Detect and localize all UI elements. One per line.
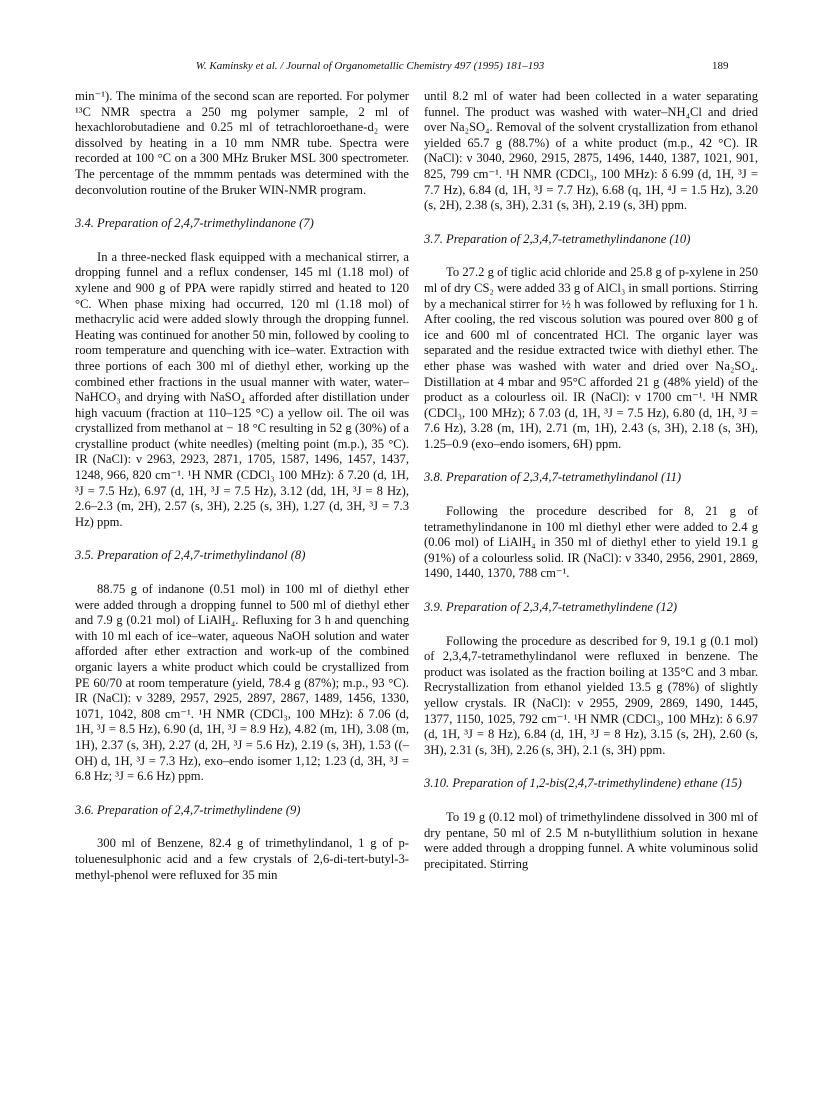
section-heading-3-6: 3.6. Preparation of 2,4,7-trimethylindene (9) [75,802,301,817]
paragraph-prep-9-cont: until 8.2 ml of water had been collected in a water separating funnel. The product was washed with water–NH₄Cl and dried over Na₂SO₄. Removal of the solvent crystallization from ethanol yielded 65.7 g (88.7%) of a white product (m.p., 42 °C). IR (NaCl): ν 3040, 2960, 2915, 2875, 1496, 1440, 1387, 1021, 901, 825, 799 cm⁻¹. ¹H NMR (CDCl₃, 100 MHz): δ 6.99 (d, 1H, ³J = 7.7 Hz), 6.84 (d, 1H, ³J = 7.7 Hz), 6.68 (q, 1H, ⁴J = 1.5 Hz), 3.20 (s, 2H), 2.38 (s, 3H), 2.31 (s, 3H), 2.19 (s, 3H) ppm. [424,89,758,213]
section-heading-3-4: 3.4. Preparation of 2,4,7-trimethylindanone (7) [75,216,314,231]
section-heading-3-10: 3.10. Preparation of 1,2-bis(2,4,7-trimethylindene) ethane (15) [424,776,742,791]
paragraph-prep-12: Following the procedure as described for 9, 19.1 g (0.1 mol) of 2,3,4,7-tetramethylindanol were refluxed in benzene. The product was isolated as the fraction boiling at 135°C and 3 mbar. Recrystallization from ethanol yielded 13.5 g (78%) of slightly yellow crystals. IR (NaCl): ν 2955, 2909, 2869, 1490, 1445, 1377, 1150, 1025, 792 cm⁻¹. ¹H NMR (CDCl₃, 100 MHz): δ 6.97 (d, 1H, ³J = 8 Hz), 6.84 (d, 1H, ³J = 8 Hz), 3.15 (s, 2H), 2.60 (s, 3H), 2.31 (s, 3H), 2.26 (s, 3H), 2.1 (s, 3H) ppm. [424,633,758,757]
running-head: W. Kaminsky et al. / Journal of Organometallic Chemistry 497 (1995) 181–193 [195,60,545,72]
paragraph-prep-11: Following the procedure described for 8, 21 g of tetramethylindanone in 100 ml diethyl ether were added to 2.4 g (0.06 mol) of LiAlH₄ in 350 ml of diethyl ether to yield 19.1 g (91%) of a colourless solid. IR (NaCl): ν 3340, 2956, 2901, 2869, 1490, 1440, 1370, 788 cm⁻¹. [424,504,758,581]
paragraph-nmr-method: min⁻¹). The minima of the second scan are reported. For polymer ¹³C NMR spectra a 250 mg polymer sample, 2 ml of hexachlorobutadiene and 0.25 ml of tetrachloroethane-d₂ were dissolved by heating in a 10 mm NMR tube. Spectra were recorded at 100 °C on a 300 MHz Bruker MSL 300 spectrometer. The percentage of the mmmm pentads was determined with the deconvolution routine of the Bruker WIN-NMR program. [75,89,409,197]
section-heading-3-7: 3.7. Preparation of 2,3,4,7-tetramethylindanone (10) [424,231,691,246]
paragraph-prep-9: 300 ml of Benzene, 82.4 g of trimethylindanol, 1 g of p-toluenesulphonic acid and a few crystals of 2,6-di-tert-butyl-3-methyl-phenol were refluxed for 35 min [75,836,409,882]
right-column [424,89,758,890]
page-number: 189 [712,60,729,72]
paragraph-prep-10: To 27.2 g of tiglic acid chloride and 25.8 g of p-xylene in 250 ml of dry CS₂ were added 33 g of AlCl₃ in small portions. Stirring by a mechanical stirrer for ½ h was followed by refluxing for 1 h. After cooling, the red viscous solution was poured over 800 g of ice and 600 ml of concentrated HCl. The organic layer was separated and the residue extracted twice with diethyl ether. The ether phase was washed with water and dried over Na₂SO₄. Distillation at 4 mbar and 95°C afforded 21 g (48% yield) of the product as a colourless oil. IR (NaCl): ν 1700 cm⁻¹. ¹H NMR (CDCl₃, 100 MHz); δ 7.03 (d, 1H, ³J = 7.5 Hz), 6.80 (d, 1H, ³J = 7.6 Hz), 3.28 (m, 1H), 2.71 (m, 1H), 2.43 (s, 3H), 2.18 (s, 3H), 1.25–0.9 (exo–endo isomers, 6H) ppm. [424,265,758,451]
paragraph-prep-15: To 19 g (0.12 mol) of trimethylindene dissolved in 300 ml of dry pentane, 50 ml of 2.5 M n-butyllithium solution in hexane were added through a dropping funnel. A white voluminous solid precipitated. Stirring [424,809,758,871]
paragraph-prep-7: In a three-necked flask equipped with a mechanical stirrer, a dropping funnel and a reflux condenser, 145 ml (1.18 mol) of xylene and 900 g of PPA were rapidly stirred and heated to 120 °C. When phase mixing had occurred, 120 ml (1.18 mol) of methacrylic acid were added slowly through the dropping funnel. Heating was continued for another 50 min, followed by cooling to room temperature and quenching with ice–water. Extraction with three portions of each 300 ml of diethyl ether, working up the combined ether fractions in the usual manner with water, water–NaHCO₃ and drying with NaSO₄ afforded after distillation under high vacuum (fraction at 110–125 °C) a yellow oil. The oil was crystallized from methanol at − 18 °C resulting in 52 g (30%) of a crystalline product (white needles) (melting point (m.p.), 35 °C). IR (NaCl): ν 2963, 2923, 2871, 1705, 1587, 1496, 1457, 1437, 1248, 966, 820 cm⁻¹. ¹H NMR (CDCl₃ 100 MHz): δ 7.20 (d, 1H, ³J = 7.5 Hz), 6.97 (d, 1H, ³J = 7.5 Hz), 3.12 (dd, 1H, ³J = 8 Hz), 2.6–2.3 (m, 2H), 2.57 (s, 3H), 2.25 (s, 3H), 1.27 (d, 3H, ³J = 7.3 Hz) ppm. [75,249,409,529]
section-heading-3-5: 3.5. Preparation of 2,4,7-trimethylindanol (8) [75,548,306,563]
paragraph-prep-8: 88.75 g of indanone (0.51 mol) in 100 ml of diethyl ether were added through a dropping funnel to 500 ml of diethyl ether and 7.9 g (0.21 mol) of LiAlH₄. Refluxing for 3 h and quenching with 10 ml each of ice–water, aqueous NaOH solution and water afforded after ether extraction and work-up of the combined organic layers a white product which could be crystallized from PE 60/70 at room temperature (yield, 78.4 g (87%); m.p., 93 °C). IR (NaCl): ν 3289, 2957, 2925, 2897, 2867, 1489, 1456, 1330, 1071, 1042, 808 cm⁻¹. ¹H NMR (CDCl₃, 100 MHz): δ 7.06 (d, 1H, ³J = 8.5 Hz), 6.90 (d, 1H, ³J = 8.9 Hz), 4.82 (m, 1H), 3.08 (m, 1H), 2.37 (s, 3H), 2.27 (d, 2H, ³J = 5.6 Hz), 2.19 (s, 3H), 1.53 ((–OH) d, 1H, ³J = 7.3 Hz), exo–endo isomer 1,12; 1.23 (d, 3H, ³J = 6.8 Hz; ³J = 6.6 Hz) ppm. [75,582,409,784]
section-heading-3-9: 3.9. Preparation of 2,3,4,7-tetramethylindene (12) [424,600,678,615]
section-heading-3-8: 3.8. Preparation of 2,3,4,7-tetramethylindanol (11) [424,470,682,485]
left-column [75,89,409,901]
